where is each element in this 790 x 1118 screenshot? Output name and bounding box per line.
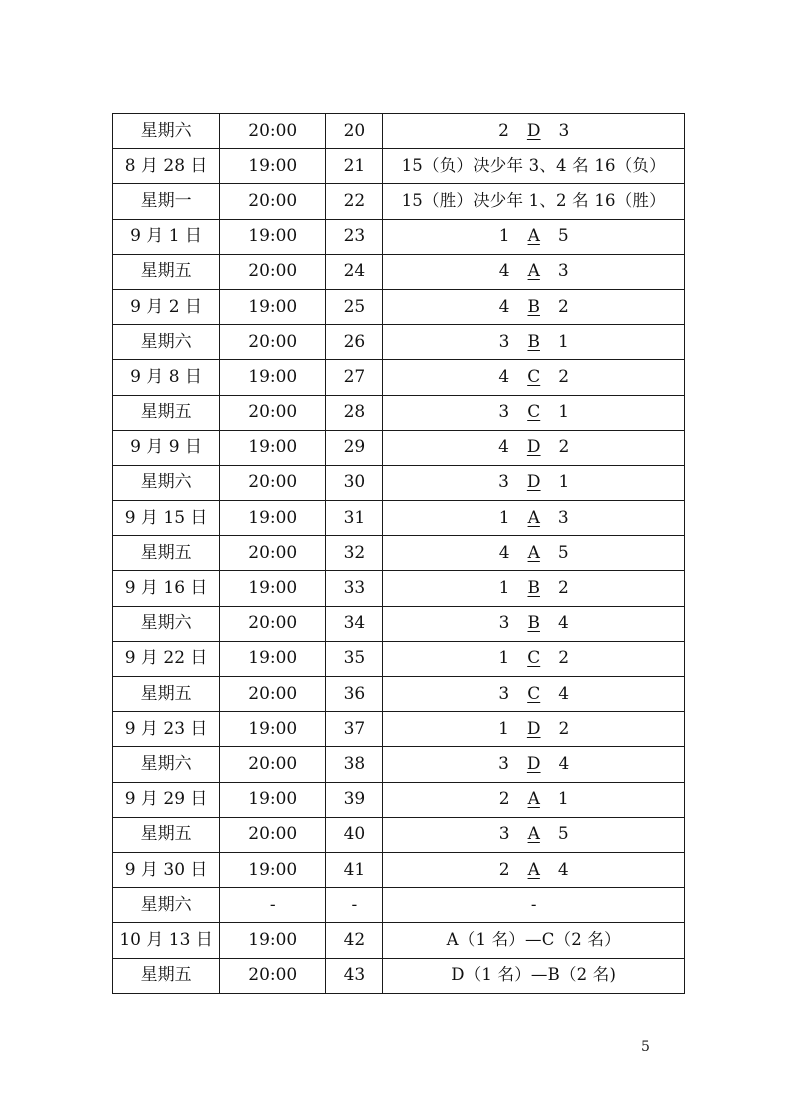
table-row: [113, 852, 685, 887]
matchup-cell: [383, 114, 685, 149]
group-letter: [509, 366, 558, 387]
team-one: 3: [498, 613, 510, 634]
group-label: C: [527, 402, 541, 423]
match-number-cell: 30: [326, 465, 383, 500]
table-row: [113, 465, 685, 500]
table-row: [113, 501, 685, 536]
group-letter: [510, 263, 558, 280]
date-cell: 9 月 23 日: [113, 712, 220, 747]
matchup: [498, 542, 569, 563]
time-cell: 20:00: [220, 465, 326, 500]
time-cell: 19:00: [220, 289, 326, 324]
date-cell: 星期五: [113, 817, 220, 852]
match-number-cell: 21: [326, 149, 383, 184]
time-cell: 20:00: [220, 325, 326, 360]
matchup-cell: [383, 712, 685, 747]
matchup-cell: [383, 254, 685, 289]
group-letter: [509, 474, 559, 491]
team-two: 3: [558, 120, 570, 141]
match-number-cell: 29: [326, 430, 383, 465]
group-letter: [509, 331, 558, 352]
team-one: 1: [498, 578, 510, 599]
team-two: 4: [558, 753, 570, 774]
group-label: A: [527, 261, 540, 282]
matchup-cell: [383, 465, 685, 500]
match-number-cell: 38: [326, 747, 383, 782]
group-label: B: [527, 296, 540, 317]
team-two: 5: [557, 824, 569, 845]
date-cell: 9 月 8 日: [113, 360, 220, 395]
time-cell: 19:00: [220, 430, 326, 465]
date-cell: 10 月 13 日: [113, 923, 220, 958]
date-cell: 星期六: [113, 465, 220, 500]
group-letter: [509, 683, 558, 704]
matchup: [498, 650, 569, 667]
matchup: [498, 683, 570, 704]
group-label: A: [527, 507, 540, 528]
group-label: D: [526, 753, 541, 774]
matchup: [498, 439, 569, 456]
group-label: D: [526, 120, 541, 141]
table-row: [113, 254, 685, 289]
time-cell: 20:00: [220, 536, 326, 571]
group-letter: [509, 404, 558, 421]
match-number-cell: 33: [326, 571, 383, 606]
time-cell: 20:00: [220, 606, 326, 641]
date-cell: 8 月 28 日: [113, 149, 220, 184]
matchup-cell: [383, 888, 685, 923]
date-cell: 9 月 2 日: [113, 289, 220, 324]
team-two: 4: [557, 613, 569, 634]
group-label: D: [526, 437, 541, 458]
date-cell: 星期六: [113, 325, 220, 360]
group-label: B: [527, 331, 540, 352]
team-one: 3: [498, 472, 509, 493]
group-label: A: [527, 789, 540, 810]
matchup-cell: [383, 571, 685, 606]
table-row: [113, 677, 685, 712]
matchup: [499, 228, 569, 245]
time-cell: 19:00: [220, 571, 326, 606]
matchup-cell: [383, 677, 685, 712]
team-two: 2: [558, 437, 570, 458]
matchup-cell: [383, 219, 685, 254]
matchup: [499, 263, 569, 280]
group-label: A: [527, 542, 540, 563]
matchup: [498, 474, 569, 491]
matchup: [499, 615, 569, 632]
date-cell: 9 月 30 日: [113, 852, 220, 887]
match-number-cell: 26: [326, 325, 383, 360]
table-row: [113, 782, 685, 817]
time-cell: 19:00: [220, 782, 326, 817]
matchup-text: 15（负）决少年 3、4 名 16（负）: [401, 155, 666, 175]
matchup-cell: [383, 395, 685, 430]
team-one: 3: [498, 824, 510, 845]
table-row: [113, 641, 685, 676]
table-row: [113, 817, 685, 852]
match-number-cell: 41: [326, 852, 383, 887]
group-label: C: [527, 366, 541, 387]
matchup-cell: [383, 606, 685, 641]
table-row: [113, 923, 685, 958]
matchup: [498, 718, 570, 739]
matchup-cell: [383, 923, 685, 958]
group-letter: [510, 859, 558, 880]
team-one: 2: [498, 120, 509, 141]
group-label: D: [526, 472, 541, 493]
schedule-table: [112, 113, 685, 994]
team-two: 1: [557, 331, 569, 352]
matchup-cell: [383, 536, 685, 571]
matchup-cell: [383, 289, 685, 324]
matchup-text: -: [530, 894, 537, 914]
date-cell: 9 月 1 日: [113, 219, 220, 254]
team-two: 4: [558, 683, 570, 704]
matchup-cell: [383, 817, 685, 852]
team-one: 3: [498, 683, 510, 704]
team-one: 4: [498, 366, 510, 387]
time-cell: 20:00: [220, 747, 326, 782]
team-two: 5: [557, 542, 569, 563]
group-letter: [509, 296, 558, 317]
table-row: [113, 747, 685, 782]
table-row: [113, 888, 685, 923]
matchup-cell: [383, 360, 685, 395]
matchup: [498, 331, 569, 352]
group-letter: [510, 826, 558, 843]
date-cell: 9 月 16 日: [113, 571, 220, 606]
date-cell: 星期一: [113, 184, 220, 219]
time-cell: 19:00: [220, 712, 326, 747]
match-number-cell: 32: [326, 536, 383, 571]
matchup: [498, 404, 569, 421]
matchup-cell: [383, 149, 685, 184]
time-cell: 20:00: [220, 254, 326, 289]
matchup: [499, 791, 569, 808]
match-number-cell: 28: [326, 395, 383, 430]
group-label: D: [526, 718, 541, 739]
matchup: [498, 507, 569, 528]
matchup: [498, 753, 570, 774]
time-cell: 19:00: [220, 360, 326, 395]
team-two: 5: [557, 226, 569, 247]
group-label: A: [527, 859, 540, 880]
group-letter: [509, 120, 559, 141]
time-cell: 20:00: [220, 114, 326, 149]
group-letter: [510, 507, 558, 528]
table-row: [113, 958, 685, 993]
matchup-cell: [383, 782, 685, 817]
group-letter: [509, 650, 558, 667]
match-number-cell: 34: [326, 606, 383, 641]
table-row: [113, 325, 685, 360]
date-cell: 星期五: [113, 254, 220, 289]
team-one: 4: [498, 261, 510, 282]
page-number: 5: [641, 1039, 650, 1055]
table-row: [113, 360, 685, 395]
match-number-cell: 35: [326, 641, 383, 676]
table-row: [113, 430, 685, 465]
team-two: 2: [558, 366, 570, 387]
team-two: 1: [558, 472, 570, 493]
matchup-text: A（1 名）—C（2 名）: [446, 929, 621, 949]
team-two: 2: [557, 296, 569, 317]
date-cell: 9 月 15 日: [113, 501, 220, 536]
team-one: 4: [498, 542, 510, 563]
date-cell: 星期六: [113, 114, 220, 149]
team-one: 1: [498, 718, 509, 739]
date-cell: 星期五: [113, 958, 220, 993]
matchup-cell: [383, 430, 685, 465]
table-row: [113, 184, 685, 219]
time-cell: 20:00: [220, 958, 326, 993]
matchup: [498, 366, 570, 387]
table-row: [113, 571, 685, 606]
group-letter: [509, 718, 559, 739]
team-one: 3: [498, 753, 509, 774]
time-cell: 20:00: [220, 677, 326, 712]
team-two: 2: [557, 578, 569, 599]
team-two: 4: [557, 859, 569, 880]
team-one: 1: [498, 226, 510, 247]
match-number-cell: 43: [326, 958, 383, 993]
team-one: 3: [498, 402, 510, 423]
date-cell: 9 月 22 日: [113, 641, 220, 676]
group-label: B: [527, 613, 540, 634]
match-number-cell: 39: [326, 782, 383, 817]
match-number-cell: 27: [326, 360, 383, 395]
group-label: A: [527, 824, 540, 845]
date-cell: 星期六: [113, 747, 220, 782]
date-cell: 9 月 29 日: [113, 782, 220, 817]
table-row: [113, 289, 685, 324]
matchup: [499, 826, 569, 843]
date-cell: 星期五: [113, 677, 220, 712]
time-cell: 19:00: [220, 149, 326, 184]
time-cell: 19:00: [220, 219, 326, 254]
matchup-text: D（1 名）—B（2 名): [451, 965, 617, 985]
group-letter: [510, 791, 558, 808]
matchup-cell: [383, 501, 685, 536]
matchup: [499, 580, 569, 597]
match-number-cell: 36: [326, 677, 383, 712]
team-two: 3: [557, 261, 569, 282]
date-cell: 星期六: [113, 888, 220, 923]
matchup-cell: [383, 184, 685, 219]
time-cell: 20:00: [220, 817, 326, 852]
date-cell: 星期五: [113, 395, 220, 430]
matchup-text: 15（胜）决少年 1、2 名 16（胜）: [401, 190, 666, 210]
time-cell: 19:00: [220, 641, 326, 676]
matchup: [498, 859, 569, 880]
group-letter: [510, 542, 558, 563]
team-two: 1: [557, 789, 569, 810]
time-cell: -: [220, 888, 326, 923]
match-number-cell: 23: [326, 219, 383, 254]
group-label: C: [527, 683, 541, 704]
time-cell: 19:00: [220, 852, 326, 887]
matchup-cell: [383, 641, 685, 676]
match-number-cell: 42: [326, 923, 383, 958]
matchup: [498, 296, 569, 317]
match-number-cell: 40: [326, 817, 383, 852]
time-cell: 19:00: [220, 501, 326, 536]
team-one: 1: [498, 507, 510, 528]
match-number-cell: 31: [326, 501, 383, 536]
time-cell: 20:00: [220, 395, 326, 430]
table-row: [113, 712, 685, 747]
team-one: 4: [498, 296, 510, 317]
matchup-cell: [383, 747, 685, 782]
team-two: 3: [557, 507, 569, 528]
matchup-cell: [383, 852, 685, 887]
team-one: 3: [498, 331, 510, 352]
group-letter: [509, 580, 558, 597]
match-number-cell: 24: [326, 254, 383, 289]
matchup-cell: [383, 958, 685, 993]
match-number-cell: 37: [326, 712, 383, 747]
group-letter: [509, 615, 558, 632]
time-cell: 19:00: [220, 923, 326, 958]
matchup: [498, 120, 570, 141]
table-row: [113, 536, 685, 571]
schedule-body: [113, 114, 685, 994]
matchup-cell: [383, 325, 685, 360]
date-cell: 9 月 9 日: [113, 430, 220, 465]
group-label: C: [527, 648, 541, 669]
date-cell: 星期六: [113, 606, 220, 641]
table-row: [113, 606, 685, 641]
team-one: 2: [498, 789, 510, 810]
match-number-cell: 25: [326, 289, 383, 324]
team-one: 2: [498, 859, 510, 880]
group-letter: [510, 228, 558, 245]
table-row: [113, 114, 685, 149]
team-one: 4: [498, 437, 509, 458]
match-number-cell: 22: [326, 184, 383, 219]
group-letter: [509, 439, 559, 456]
team-one: 1: [498, 648, 510, 669]
group-label: B: [527, 578, 540, 599]
table-row: [113, 395, 685, 430]
date-cell: 星期五: [113, 536, 220, 571]
match-number-cell: 20: [326, 114, 383, 149]
table-row: [113, 219, 685, 254]
time-cell: 20:00: [220, 184, 326, 219]
team-two: 2: [558, 718, 570, 739]
group-label: A: [527, 226, 540, 247]
team-two: 1: [558, 402, 570, 423]
group-letter: [509, 753, 559, 774]
match-number-cell: -: [326, 888, 383, 923]
team-two: 2: [558, 648, 570, 669]
table-row: [113, 149, 685, 184]
